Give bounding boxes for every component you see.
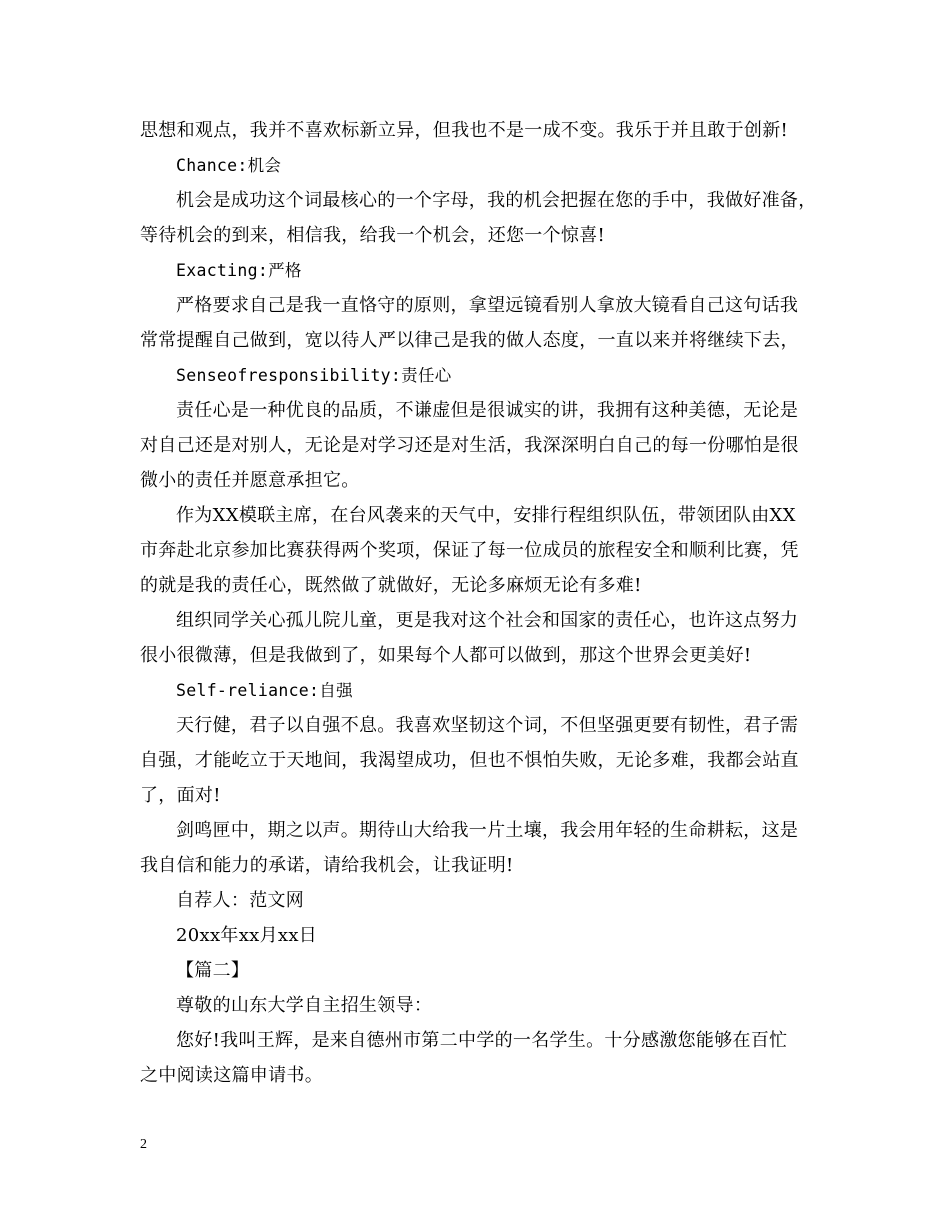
paragraph-line: 市奔赴北京参加比赛获得两个奖项，保证了每一位成员的旅程安全和顺利比赛，凭 <box>140 540 799 561</box>
paragraph-line: 常常提醒自己做到，宽以待人严以律己是我的做人态度，一直以来并将继续下去， <box>140 330 799 351</box>
salutation-line: 尊敬的山东大学自主招生领导： <box>176 995 433 1016</box>
paragraph-line: 严格要求自己是我一直恪守的原则，拿望远镜看别人拿放大镜看自己这句话我 <box>176 295 799 316</box>
section-heading-chance: Chance:机会 <box>176 156 282 175</box>
page-number: 2 <box>140 1137 147 1152</box>
paragraph-line: 机会是成功这个词最核心的一个字母，我的机会把握在您的手中，我做好准备， <box>176 190 817 211</box>
paragraph-line: 自强，才能屹立于天地间，我渴望成功，但也不惧怕失败，无论多难，我都会站直 <box>140 750 799 771</box>
paragraph-line: 作为XX模联主席，在台风袭来的天气中，安排行程组织队伍，带领团队由XX <box>176 505 796 526</box>
paragraph-line: 的就是我的责任心，既然做了就做好，无论多麻烦无论有多难! <box>140 575 642 596</box>
paragraph-line: 对自己还是对别人，无论是对学习还是对生活，我深深明白自己的每一份哪怕是很 <box>140 435 799 456</box>
section-heading-self-reliance: Self-reliance:自强 <box>176 681 353 700</box>
paragraph-line: 了，面对! <box>140 785 221 806</box>
paragraph-line: 您好!我叫王辉，是来自德州市第二中学的一名学生。十分感激您能够在百忙 <box>176 1030 788 1051</box>
paragraph-line: 天行健，君子以自强不息。我喜欢坚韧这个词，不但坚强更要有韧性，君子需 <box>176 715 799 736</box>
signature-line: 自荐人：范文网 <box>176 890 305 911</box>
paragraph-line: 我自信和能力的承诺，请给我机会，让我证明! <box>140 855 514 876</box>
paragraph-line: 之中阅读这篇申请书。 <box>140 1065 323 1086</box>
paragraph-line: 责任心是一种优良的品质，不谦虚但是很诚实的讲，我拥有这种美德，无论是 <box>176 400 799 421</box>
document-body <box>140 113 830 1093</box>
paragraph-line: 微小的责任并愿意承担它。 <box>140 470 360 491</box>
paragraph-line: 思想和观点，我并不喜欢标新立异，但我也不是一成不变。我乐于并且敢于创新! <box>140 120 789 141</box>
date-line: 20xx年xx月xx日 <box>176 925 318 946</box>
paragraph-line: 很小很微薄，但是我做到了，如果每个人都可以做到，那这个世界会更美好! <box>140 645 752 666</box>
section-heading-exacting: Exacting:严格 <box>176 261 302 280</box>
paragraph-line: 组织同学关心孤儿院儿童，更是我对这个社会和国家的责任心，也许这点努力 <box>176 610 799 631</box>
section-heading-responsibility: Senseofresponsibility:责任心 <box>176 366 452 385</box>
paragraph-line: 等待机会的到来，相信我，给我一个机会，还您一个惊喜! <box>140 225 606 246</box>
part-heading: 【篇二】 <box>176 960 250 981</box>
paragraph-line: 剑鸣匣中，期之以声。期待山大给我一片土壤，我会用年轻的生命耕耘，这是 <box>176 820 799 841</box>
